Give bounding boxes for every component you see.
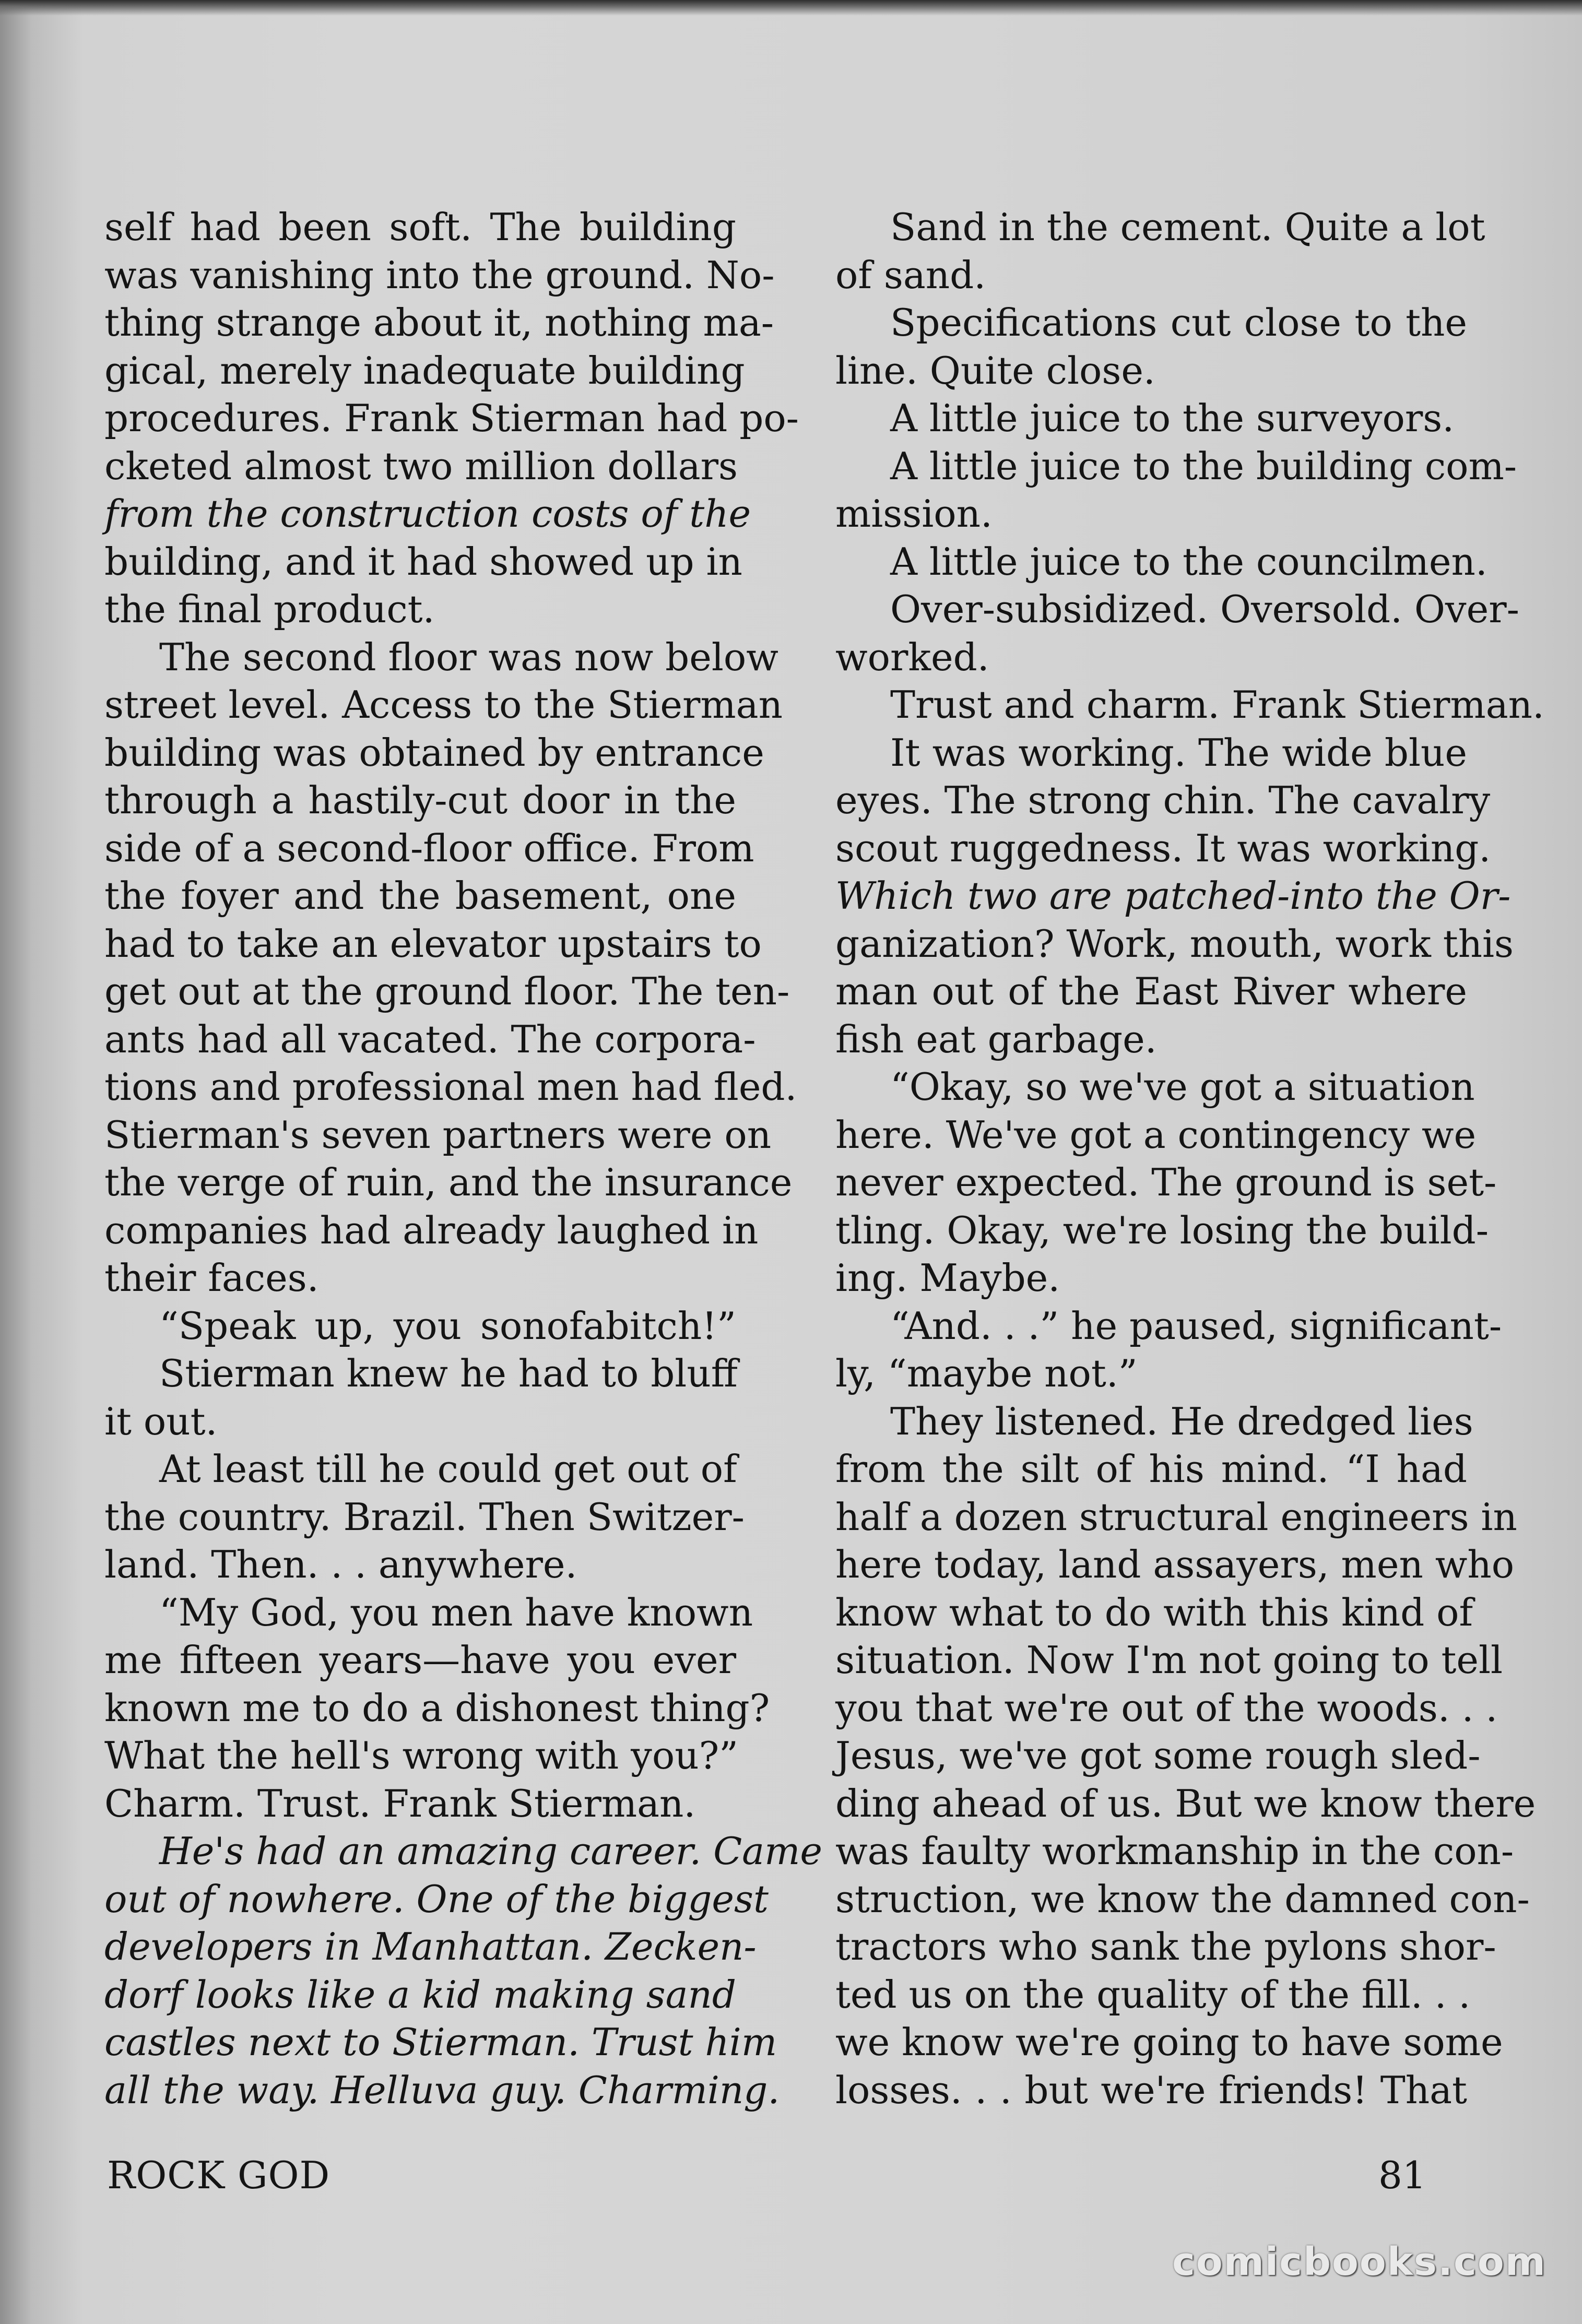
text-line: It was working. The wide blue — [890, 730, 1467, 775]
text-line: “And. . .” he paused, significant- — [890, 1303, 1502, 1348]
text-line: tling. Okay, we're losing the build- — [835, 1208, 1489, 1252]
text-line: ants had all vacated. The corpora- — [104, 1017, 756, 1061]
text-line: here. We've got a contingency we — [835, 1112, 1477, 1157]
text-line: never expected. The ground is set- — [835, 1160, 1497, 1204]
text-line: of sand. — [835, 253, 986, 297]
text-line: was vanishing into the ground. No- — [104, 253, 775, 297]
text-line: tractors who sank the pylons shor- — [835, 1925, 1496, 1969]
text-line: out of nowhere. One of the biggest — [104, 1877, 769, 1921]
text-line: get out at the ground floor. The ten- — [104, 969, 790, 1013]
text-line: had to take an elevator upstairs to — [104, 921, 762, 966]
text-line: Specifications cut close to the — [890, 301, 1467, 345]
text-line: mission. — [835, 492, 993, 536]
text-line: What the hell's wrong with you?” — [104, 1734, 738, 1777]
text-line: castles next to Stierman. Trust him — [104, 2020, 777, 2064]
text-line: ted us on the quality of the fill. . . — [835, 1972, 1471, 2017]
text-line: At least till he could get out of — [159, 1447, 737, 1491]
text-line: A little juice to the councilmen. — [890, 539, 1487, 584]
text-line: eyes. The strong chin. The cavalry — [835, 778, 1491, 822]
text-line: ganization? Work, mouth, work this — [835, 921, 1514, 966]
text-line: here today, land assayers, men who — [835, 1543, 1515, 1586]
text-line: cketed almost two million dollars — [104, 444, 738, 488]
text-line: know what to do with this kind of — [835, 1590, 1473, 1634]
text-line: their faces. — [104, 1256, 319, 1300]
text-line: we know we're going to have some — [835, 2020, 1503, 2064]
text-line: Stierman's seven partners were on — [104, 1112, 772, 1157]
text-line: “My God, you men have known — [159, 1590, 753, 1634]
text-line: Charm. Trust. Frank Stierman. — [104, 1781, 696, 1825]
text-line: struction, we know the damned con- — [835, 1877, 1530, 1921]
text-line: “Okay, so we've got a situation — [890, 1065, 1475, 1109]
text-line: from the silt of his mind. “I had — [835, 1447, 1467, 1491]
text-line: He's had an amazing career. Came — [159, 1829, 822, 1873]
text-line: me fifteen years—have you ever — [104, 1638, 736, 1682]
text-line: Trust and charm. Frank Stierman. — [890, 683, 1544, 727]
text-line: developers in Manhattan. Zecken- — [104, 1925, 757, 1969]
right-text-column — [835, 204, 1544, 2114]
text-line: ding ahead of us. But we know there — [835, 1781, 1536, 1825]
text-line: was faulty workmanship in the con- — [835, 1829, 1514, 1873]
text-line: building, and it had showed up in — [104, 539, 742, 584]
text-line: Which two are patched-into the Or- — [835, 874, 1511, 918]
left-text-column — [104, 204, 822, 2114]
text-line: A little juice to the building com- — [890, 444, 1517, 488]
text-line: A little juice to the surveyors. — [890, 396, 1455, 440]
text-line: street level. Access to the Stierman — [104, 683, 783, 727]
text-line: through a hastily-cut door in the — [104, 778, 736, 822]
text-line: companies had already laughed in — [104, 1208, 759, 1252]
text-line: half a dozen structural engineers in — [835, 1495, 1517, 1539]
page-number: 81 — [1378, 2153, 1426, 2197]
text-line: losses. . . but we're friends! That — [835, 2068, 1467, 2112]
text-line: situation. Now I'm not going to tell — [835, 1638, 1503, 1682]
text-line: you that we're out of the woods. . . — [835, 1686, 1498, 1730]
text-line: the country. Brazil. Then Switzer- — [104, 1495, 745, 1539]
text-line: worked. — [835, 635, 989, 679]
text-line: They listened. He dredged lies — [890, 1399, 1473, 1443]
text-line: it out. — [104, 1399, 218, 1443]
text-line: scout ruggedness. It was working. — [835, 826, 1491, 870]
text-line: thing strange about it, nothing ma- — [104, 301, 774, 345]
text-line: line. Quite close. — [835, 348, 1155, 393]
text-line: The second floor was now below — [159, 635, 778, 679]
text-line: “Speak up, you sonofabitch!” — [159, 1303, 736, 1348]
running-footer-title: ROCK GOD — [107, 2153, 330, 2197]
text-line: man out of the East River where — [835, 969, 1467, 1013]
text-line: building was obtained by entrance — [104, 730, 764, 775]
watermark-logo: comicbooks.com — [1172, 2239, 1546, 2284]
text-line: all the way. Helluva guy. Charming. — [104, 2068, 780, 2112]
text-line: the final product. — [104, 587, 435, 631]
text-line: dorf looks like a kid making sand — [104, 1972, 736, 2017]
text-line: known me to do a dishonest thing? — [104, 1686, 770, 1730]
text-line: fish eat garbage. — [835, 1017, 1157, 1061]
text-line: from the construction costs of the — [104, 492, 751, 536]
text-line: Over-subsidized. Oversold. Over- — [890, 587, 1519, 631]
text-line: self had been soft. The building — [104, 205, 736, 249]
text-line: the verge of ruin, and the insurance — [104, 1160, 793, 1204]
text-line: Jesus, we've got some rough sled- — [835, 1734, 1481, 1777]
text-line: procedures. Frank Stierman had po- — [104, 396, 799, 440]
text-line: land. Then. . . anywhere. — [104, 1543, 577, 1586]
text-line: gical, merely inadequate building — [104, 348, 745, 393]
text-line: ly, “maybe not.” — [835, 1351, 1138, 1395]
text-line: the foyer and the basement, one — [104, 874, 736, 918]
text-line: Stierman knew he had to bluff — [159, 1351, 738, 1395]
text-line: tions and professional men had fled. — [104, 1065, 797, 1109]
text-line: side of a second-floor office. From — [104, 826, 754, 870]
text-line: Sand in the cement. Quite a lot — [890, 205, 1485, 249]
text-line: ing. Maybe. — [835, 1256, 1060, 1300]
